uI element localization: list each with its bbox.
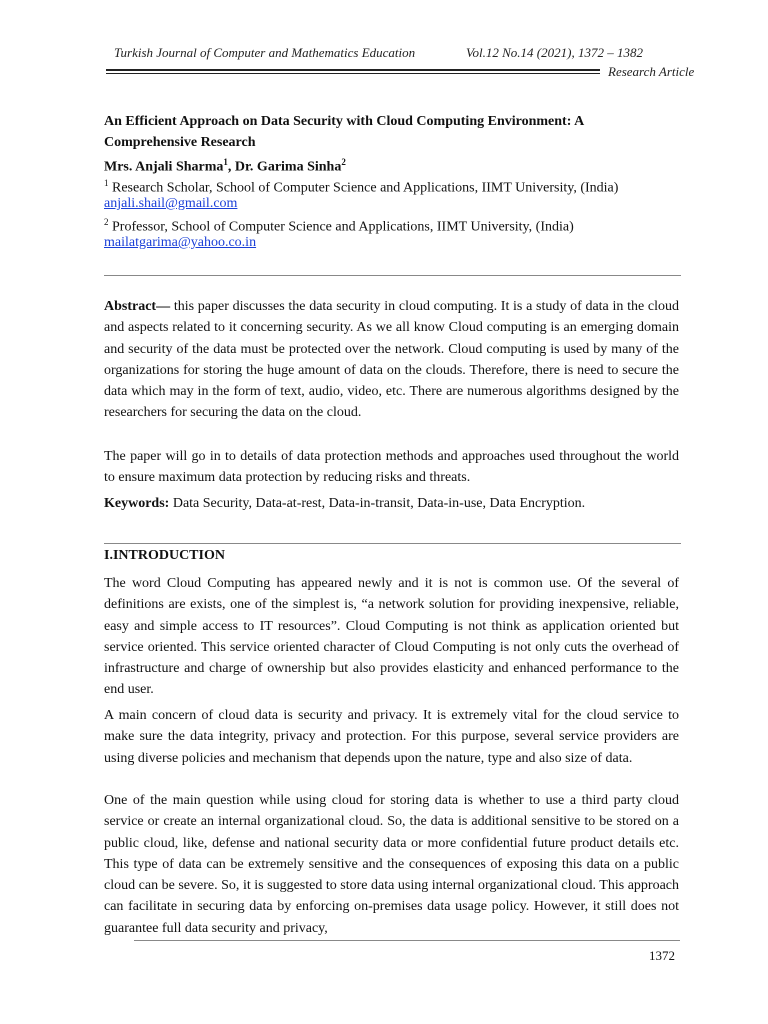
introduction-paragraph-1: The word Cloud Computing has appeared newly and it is not is common use. Of the several of definitions are exists, one of the simplest is, “a network solution for providing inexpensive, reliable, easy and simple access to IT resources”. Cloud Computing is not think as application oriented but service oriented. This service oriented character of Cloud Computing is not only cuts the overhead of infrastructure and charge of ownership but also provides elasticity and enhanced performance to the end user.: [104, 576, 679, 698]
page-number: 1372: [649, 948, 675, 963]
author-1-name: Mrs. Anjali Sharma: [104, 159, 224, 175]
abstract-text: this paper discusses the data security in cloud computing. It is a study of data in the cloud and aspects related to it concerning security. As we all know Cloud computing is an emerging domain and security of the data must be protected over the network. Cloud computing is used by many of the organizations for storing the huge amount of data on the clouds. Therefore, there is need to secure the data which may in the form of text, audio, video, etc. There are numerous algorithms designed by the researchers for securing the data on the cloud.: [104, 299, 679, 421]
section-heading-introduction: I.INTRODUCTION: [104, 548, 225, 563]
keywords-label: Keywords:: [104, 496, 170, 511]
author-1-sup: 1: [223, 157, 228, 167]
abstract-paragraph: [104, 296, 679, 424]
affiliation-1-email-link[interactable]: anjali.shail@gmail.com: [104, 196, 238, 211]
footer-rule: [134, 940, 680, 941]
affiliation-2-email-link[interactable]: mailatgarima@yahoo.co.in: [104, 235, 257, 250]
author-separator: ,: [227, 159, 235, 175]
abstract-paragraph-2: The paper will go in to details of data protection methods and approaches used throughout the world to ensure maximum data protection by reducing risks and threats.: [104, 449, 679, 486]
affiliation-2-text: Professor, School of Computer Science and Applications, IIMT University, (India): [112, 219, 574, 235]
affiliation-1-text: Research Scholar, School of Computer Science and Applications, IIMT University, (India): [112, 180, 619, 196]
header-journal-name: Turkish Journal of Computer and Mathematics Education: [114, 45, 416, 60]
affiliation-2-sup: 2: [104, 217, 109, 227]
divider-before-introduction: [104, 543, 681, 544]
header-volume-info: Vol.12 No.14 (2021), 1372 – 1382: [466, 45, 643, 60]
header-article-type: Research Article: [608, 64, 695, 79]
introduction-paragraph-3: One of the main question while using cloud for storing data is whether to use a third party cloud service or create an internal organizational cloud. So, the data is additional sensitive to be stored on a public cloud, like, defense and national security data or more confidential future product details etc. This type of data can be extremely sensitive and the consequences of exposing this data on a public cloud can be severe. So, it is suggested to store data using internal organizational cloud. This approach can facilitate in securing data by enforcing on-premises data usage policy. However, it still does not guarantee full data security and privacy,: [104, 793, 679, 936]
divider-after-affiliations: [104, 275, 681, 276]
author-2-sup: 2: [341, 157, 346, 167]
keywords-text: Data Security, Data-at-rest, Data-in-transit, Data-in-use, Data Encryption.: [169, 496, 586, 511]
introduction-paragraph-2: A main concern of cloud data is security and privacy. It is extremely vital for the cloud service to make sure the data integrity, privacy and protection. For this purpose, several service providers are using diverse policies and mechanism that depends upon the nature, type and also size of data.: [104, 708, 679, 766]
keywords-line: [104, 493, 679, 514]
header-double-rule: [106, 69, 600, 74]
author-2-name: Dr. Garima Sinha: [234, 159, 342, 175]
paper-title: An Efficient Approach on Data Security with Cloud Computing Environment: A Comprehensive Research: [104, 114, 584, 150]
affiliation-1-sup: 1: [104, 178, 109, 188]
abstract-label: Abstract—: [104, 299, 171, 314]
